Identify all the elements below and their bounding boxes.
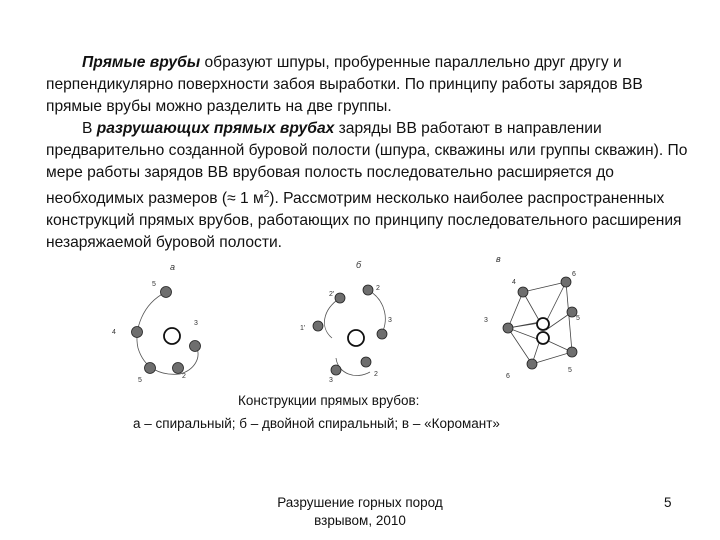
cut-designs-diagram bbox=[100, 250, 620, 390]
hole-number: 6 bbox=[506, 373, 510, 380]
charge-hole bbox=[363, 285, 373, 295]
paragraph-1 bbox=[46, 52, 696, 118]
charge-hole bbox=[313, 321, 323, 331]
charge-hole bbox=[518, 287, 528, 297]
hole-number: 5 bbox=[152, 281, 156, 288]
charge-hole bbox=[377, 329, 387, 339]
hole-number: 3 bbox=[194, 320, 198, 327]
empty-hole bbox=[537, 318, 549, 330]
charge-hole bbox=[132, 327, 143, 338]
hole-number: 2' bbox=[329, 291, 335, 298]
panel-label-b: б bbox=[356, 260, 362, 270]
area-superscript: 2 bbox=[263, 189, 270, 200]
hole-number: 4 bbox=[112, 329, 116, 336]
page-number: 5 bbox=[664, 495, 672, 510]
paragraph-1-text: образуют шпуры, пробуренные параллельно друг другу и перпендикулярно поверхности забоя выработки. По принципу работы зарядов ВВ прямые врубы можно разделить на две группы. bbox=[46, 54, 643, 115]
charge-hole bbox=[361, 357, 371, 367]
charge-hole bbox=[335, 293, 345, 303]
hole-number: 1' bbox=[300, 325, 306, 332]
hole-number: 2 bbox=[182, 373, 186, 380]
hole-number: 5 bbox=[568, 367, 572, 374]
hole-number: 3 bbox=[329, 377, 333, 384]
hole-number: 4 bbox=[512, 279, 516, 286]
hole-number: 3 bbox=[388, 317, 392, 324]
area-value: 1 м bbox=[235, 190, 264, 208]
panel-c-coromant bbox=[484, 254, 580, 380]
charge-hole bbox=[503, 323, 513, 333]
paragraph-2-text-b: ). Рассмотрим несколько наиболее распространенных конструкций прямых врубов, работающих по принципу последовательного расширения незаряжаемой буровой полости. bbox=[46, 190, 682, 252]
empty-hole bbox=[164, 328, 180, 344]
hole-number: 5 bbox=[138, 377, 142, 384]
charge-hole bbox=[190, 341, 201, 352]
hole-number: 2 bbox=[376, 285, 380, 292]
charge-hole bbox=[331, 365, 341, 375]
hole-number: 2 bbox=[374, 371, 378, 378]
cut-designs-figure bbox=[100, 250, 620, 390]
charge-hole bbox=[173, 363, 184, 374]
hole-number: 3 bbox=[484, 317, 488, 324]
paragraph-2 bbox=[46, 118, 696, 254]
charge-hole bbox=[145, 363, 156, 374]
term-direct-cuts: Прямые врубы bbox=[82, 54, 201, 71]
charge-hole bbox=[567, 347, 577, 357]
panel-a-spiral bbox=[112, 262, 201, 384]
charge-hole bbox=[527, 359, 537, 369]
paragraph-2-prefix: В bbox=[82, 120, 97, 137]
term-destructive-cuts: разрушающих прямых врубах bbox=[96, 120, 335, 137]
empty-hole bbox=[348, 330, 364, 346]
hole-number: 6 bbox=[572, 271, 576, 278]
charge-hole bbox=[161, 287, 172, 298]
empty-hole bbox=[537, 332, 549, 344]
body-text bbox=[46, 52, 696, 254]
panel-label-a: а bbox=[170, 262, 176, 272]
panel-label-c: в bbox=[496, 254, 501, 264]
charge-hole bbox=[561, 277, 571, 287]
footer-source: Разрушение горных пород взрывом, 2010 bbox=[277, 495, 443, 528]
hole-number: 5 bbox=[576, 315, 580, 322]
panel-b-double-spiral bbox=[300, 260, 392, 384]
paragraph-2-text-a: заряды ВВ работают в направлении предварительно созданной буровой полости (шпура, скважины или группы скважин). По мере работы зарядов ВВ врубовая полость последовательно расширяется до необходимых размеров ( bbox=[46, 120, 688, 208]
figure-caption-title: Конструкции прямых врубов: bbox=[238, 393, 420, 408]
approx-symbol: ≈ bbox=[227, 190, 236, 208]
figure-caption-legend: а – спиральный; б – двойной спиральный; в – «Коромант» bbox=[133, 416, 500, 431]
